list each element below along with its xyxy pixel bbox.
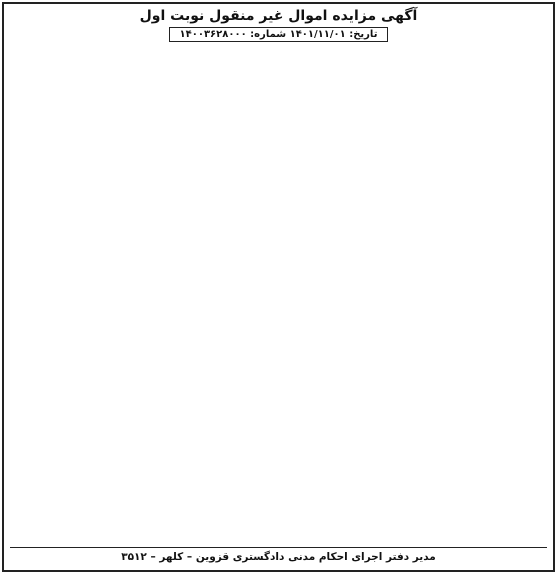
notice-frame bbox=[2, 2, 555, 572]
notice-columns bbox=[10, 50, 547, 550]
notice-header bbox=[4, 6, 553, 46]
column-middle bbox=[191, 50, 366, 550]
column-left bbox=[10, 50, 185, 550]
column-right bbox=[372, 50, 547, 550]
notice-footer: مدیر دفتر اجرای احکام مدنی دادگستری قزوین – کلهر – ۳۵۱۲ bbox=[10, 547, 547, 566]
notice-ref: تاریخ: ۱۴۰۱/۱۱/۰۱ شماره: ۱۴۰۰۳۶۲۸۰۰۰ bbox=[169, 27, 389, 42]
notice-title: آگهی مزایده اموال غیر منقول نوبت اول bbox=[139, 8, 418, 24]
